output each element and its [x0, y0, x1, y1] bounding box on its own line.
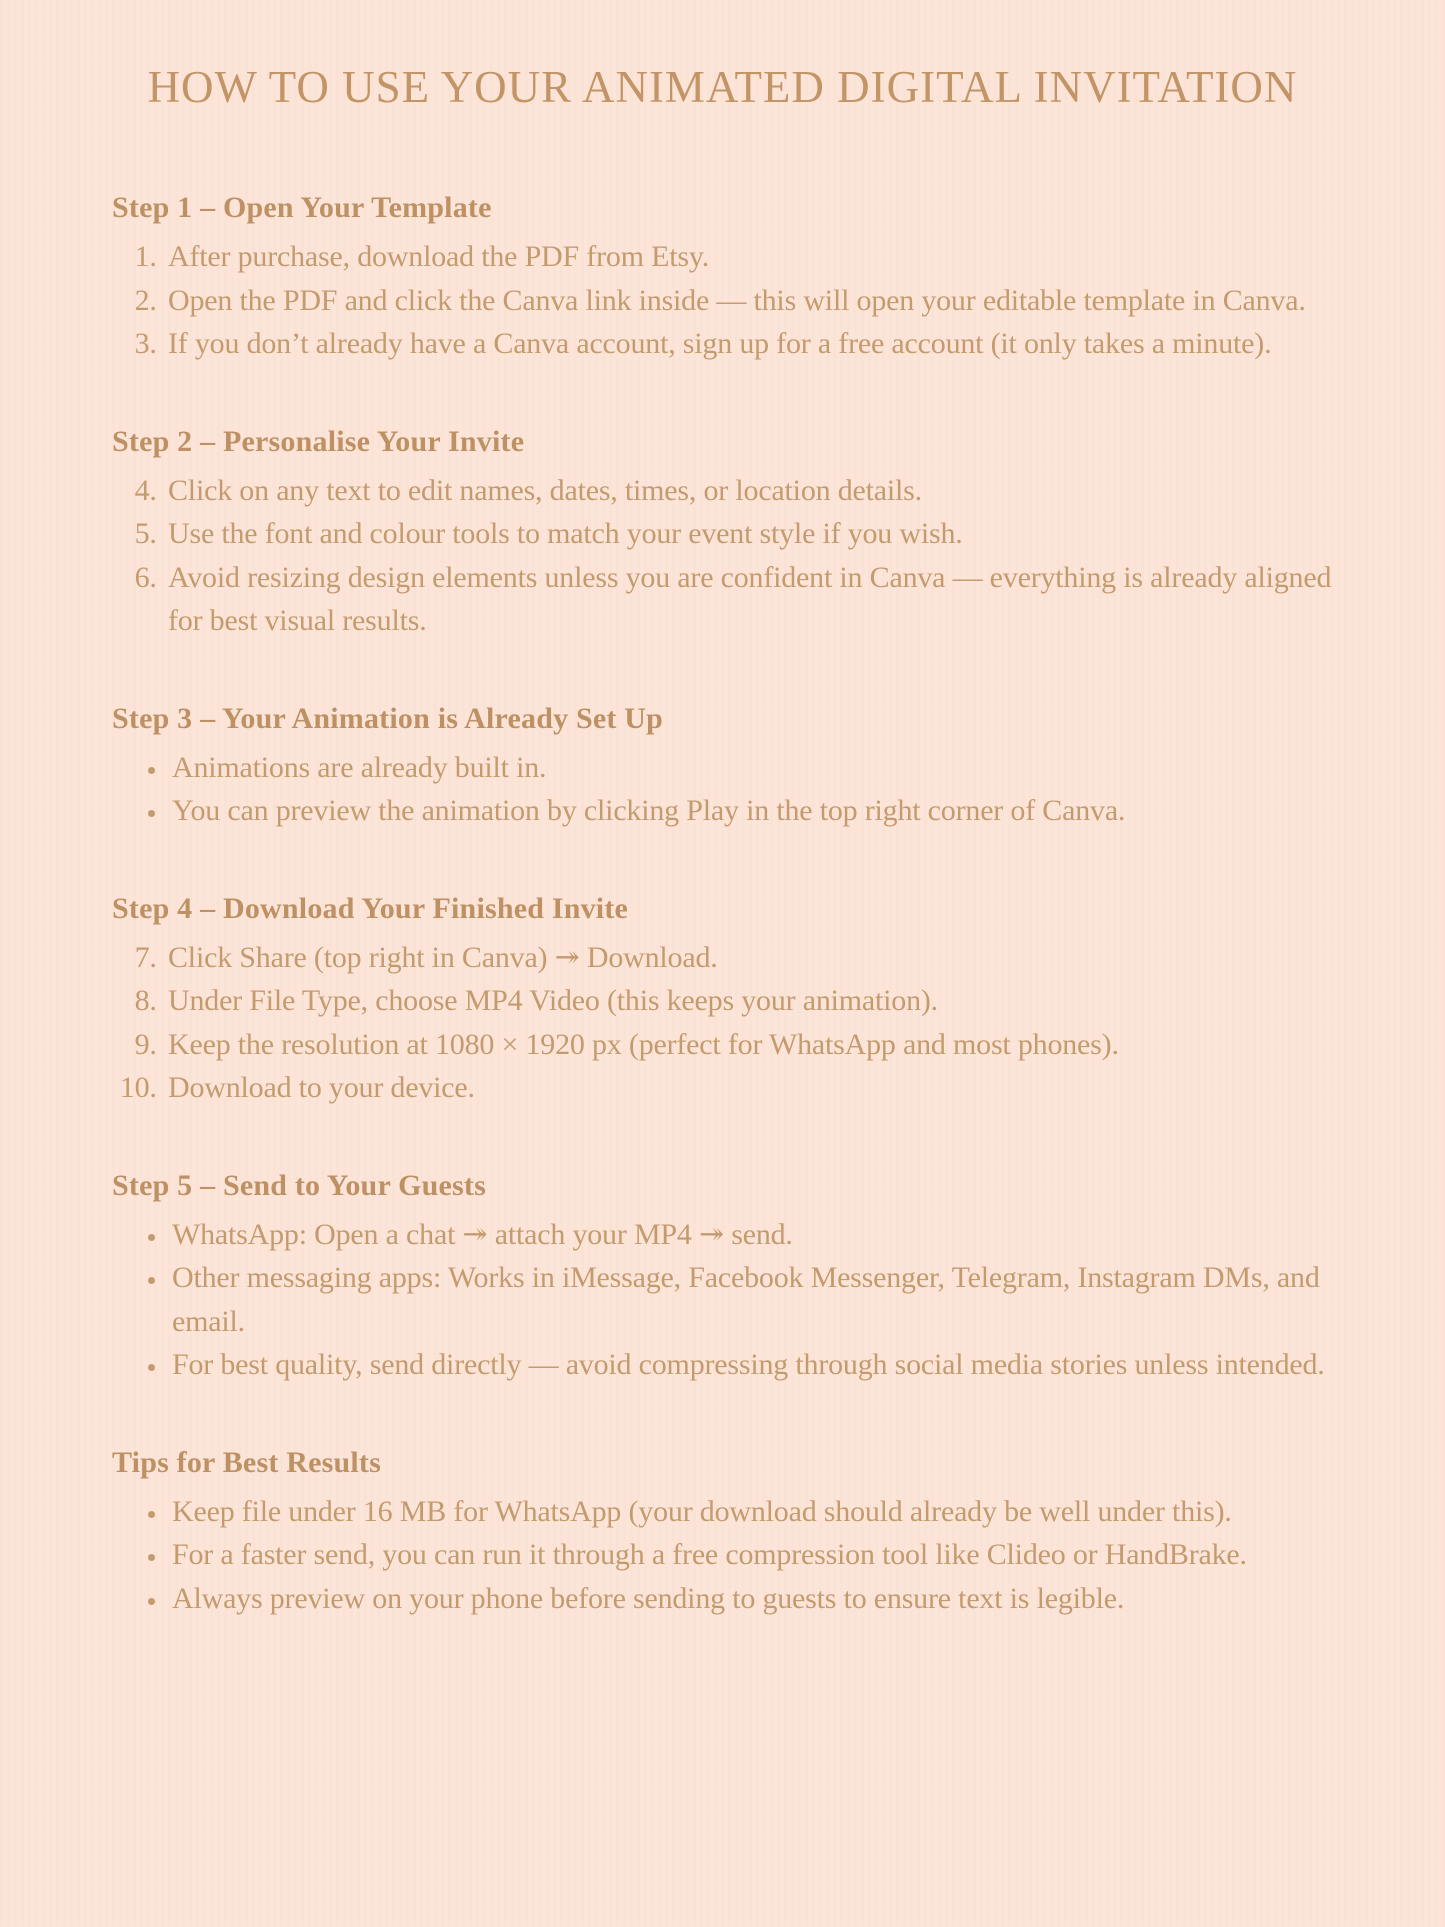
list-item: 10. Download to your device.: [164, 1066, 1333, 1110]
bullet-list: [112, 1490, 1333, 1621]
instruction-section: [112, 889, 1333, 1110]
list-item: 8. Under File Type, choose MP4 Video (this keeps your animation).: [164, 979, 1333, 1023]
instruction-section: [112, 422, 1333, 643]
section-heading: Step 2 – Personalise Your Invite: [112, 424, 525, 458]
list-item: • For best quality, send directly — avoid compressing through social media stories unless intended.: [168, 1343, 1333, 1387]
list-item: 4. Click on any text to edit names, dates, times, or location details.: [164, 469, 1333, 513]
list-item: • For a faster send, you can run it through a free compression tool like Clideo or HandBrake.: [168, 1533, 1333, 1577]
section-heading: Step 5 – Send to Your Guests: [112, 1168, 486, 1202]
list-item: • Always preview on your phone before sending to guests to ensure text is legible.: [168, 1577, 1333, 1621]
section-heading: Tips for Best Results: [112, 1445, 381, 1479]
bullet-list: [112, 746, 1333, 833]
list-item: 9. Keep the resolution at 1080 × 1920 px (perfect for WhatsApp and most phones).: [164, 1023, 1333, 1067]
list-item: • Other messaging apps: Works in iMessage, Facebook Messenger, Telegram, Instagram DMs, and email.: [168, 1256, 1333, 1343]
section-heading: Step 3 – Your Animation is Already Set Up: [112, 701, 664, 735]
section-heading: Step 1 – Open Your Template: [112, 191, 492, 224]
list-item: 2. Open the PDF and click the Canva link inside — this will open your editable template in Canva.: [164, 279, 1333, 323]
section-heading: Step 4 – Download Your Finished Invite: [112, 891, 629, 925]
instruction-section: [112, 1166, 1333, 1387]
list-item: 6. Avoid resizing design elements unless you are confident in Canva — everything is already aligned for best visual results.: [164, 556, 1333, 643]
list-item: • Keep file under 16 MB for WhatsApp (your download should already be well under this).: [168, 1490, 1333, 1534]
list-item: • Animations are already built in.: [168, 746, 1333, 790]
list-item: • You can preview the animation by clicking Play in the top right corner of Canva.: [168, 789, 1333, 833]
list-item: 7. Click Share (top right in Canva) ↠ Download.: [164, 936, 1333, 980]
bullet-list: [112, 1213, 1333, 1387]
instruction-section: [112, 188, 1333, 366]
sections: [112, 188, 1333, 1620]
instruction-section: [112, 699, 1333, 833]
numbered-list: [112, 235, 1333, 366]
page-title: HOW TO USE YOUR ANIMATED DIGITAL INVITATION: [147, 62, 1298, 112]
numbered-list: [112, 936, 1333, 1110]
numbered-list: [112, 469, 1333, 643]
instruction-section: [112, 1443, 1333, 1621]
list-item: 5. Use the font and colour tools to match your event style if you wish.: [164, 512, 1333, 556]
list-item: • WhatsApp: Open a chat ↠ attach your MP4 ↠ send.: [168, 1213, 1333, 1257]
list-item: 1. After purchase, download the PDF from Etsy.: [164, 235, 1333, 279]
list-item: 3. If you don’t already have a Canva account, sign up for a free account (it only takes a minute).: [164, 322, 1333, 366]
